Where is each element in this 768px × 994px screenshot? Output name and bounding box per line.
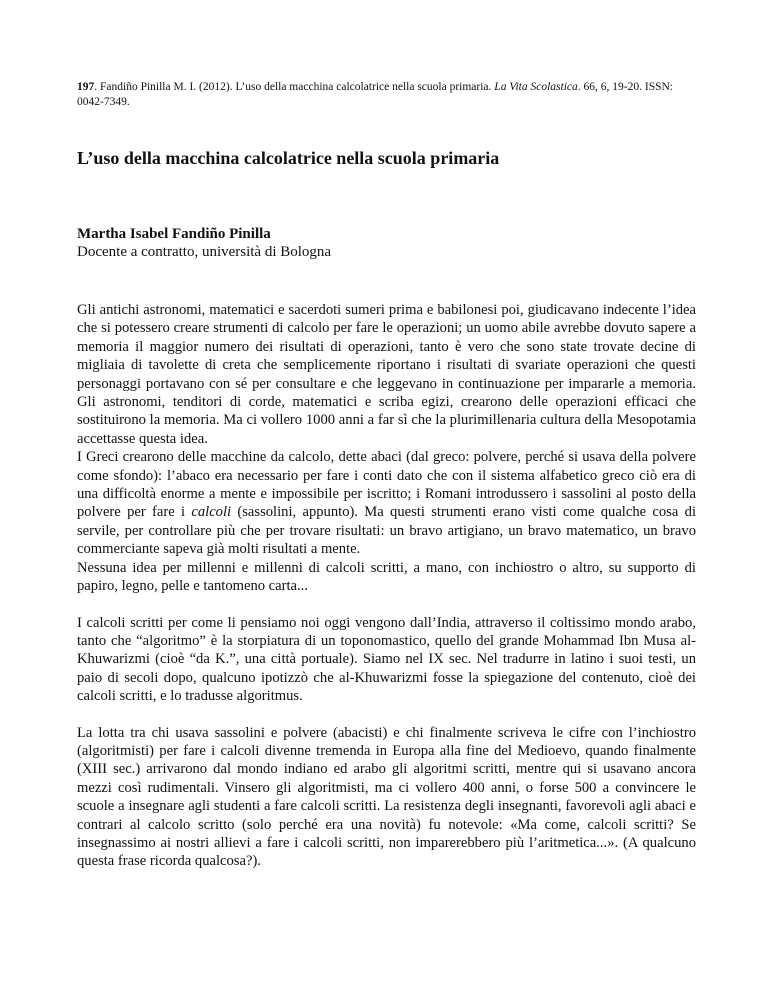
citation-journal: La Vita Scolastica — [494, 81, 578, 93]
article-body — [77, 301, 696, 889]
author-block — [77, 225, 697, 261]
paragraph-3: Nessuna idea per millenni e millenni di calcoli scritti, a mano, con inchiostro o altro, su supporto di papiro, legno, pelle e tantomeno carta... — [77, 559, 696, 595]
page-title: L’uso della macchina calcolatrice nella scuola primaria — [77, 148, 500, 168]
citation-text-before: . Fandiño Pinilla M. I. (2012). L’uso della macchina calcolatrice nella scuola primaria. — [94, 81, 495, 93]
paragraph-2-text-before: I Greci crearono delle macchine da calcolo, dette abaci (dal greco: polvere, perché si usava della polvere come sfondo): l’abaco era necessario per fare i conti dato che con il sistema alfabetico greco ciò era di una difficoltà enorme a mente e impossibile per iscritto; i Romani introdussero i sassolini al posto della polvere per fare i — [77, 449, 696, 521]
author-name: Martha Isabel Fandiño Pinilla — [77, 226, 271, 242]
citation-text-after: . 66, 6, 19-20. ISSN: 0042-7349. — [77, 81, 673, 108]
citation-number: 197 — [77, 81, 95, 93]
citation — [77, 80, 697, 110]
paragraph-2 — [77, 448, 696, 558]
paragraph-5: La lotta tra chi usava sassolini e polvere (abacisti) e chi finalmente scriveva le cifre con l’inchiostro (algoritmisti) per fare i calcoli divenne tremenda in Europa alla fine del Medioevo, quando finalmente (XIII sec.) arrivarono dal mondo indiano ed arabo gli algoritmi scritti, mentre qui si usavano ancora mezzi così rudimentali. Vinsero gli algoritmisti, ma ci vollero 400 anni, o forse 500 a convincere le scuole a insegnare agli studenti a fare calcoli scritti. La resistenza degli insegnanti, favorevoli agli abaci e contrari al calcolo scritto (solo perché era una novità) fu notevole: «Ma come, calcoli scritti? Se insegnassimo ai nostri allievi a fare i calcoli scritti, non imparerebbero più l’aritmetica...». (A qualcuno questa frase ricorda qualcosa?). — [77, 724, 696, 870]
paragraph-1: Gli antichi astronomi, matematici e sacerdoti sumeri prima e babilonesi poi, giudicavano indecente l’idea che si potessero creare strumenti di calcolo per fare le operazioni; un uomo abile avrebbe dovuto sapere a memoria il maggior numero dei risultati di operazioni, tanto è vero che sono state trovate decine di migliaia di tavolette di creta che semplicemente riportano i risultati di svariate operazioni che questi personaggi portavano con sé per consultare e che leggevano in continuazione per impararle a memoria. Gli astronomi, tenditori di corde, matematici e scriba egizi, crearono delle operazioni efficaci che sostituirono la memoria. Ma ci vollero 1000 anni a far sì che la plurimillenaria cultura della Mesopotamia accettasse questa idea. — [77, 302, 696, 447]
paragraph-2-italic: calcoli — [191, 504, 232, 521]
paragraph-2-text-after: (sassolini, appunto). Ma questi strumenti erano visti come qualche cosa di servile, per controllare più che per trovare risultati: un bravo artigiano, un bravo matematico, un bravo commerciante sapeva già molti risultati a mente. — [77, 504, 696, 558]
paragraph-4: I calcoli scritti per come li pensiamo noi oggi vengono dall’India, attraverso il coltissimo mondo arabo, tanto che “algoritmo” è la storpiatura di un toponomastico, quello del grande Mohammad Ibn Musa al-Khuwarizmi (cioè “da K.”, una città portuale). Siamo nel IX sec. Nel tradurre in latino i suoi testi, un paio di secoli dopo, qualcuno ipotizzò che al-Khuwarizmi fosse la spiegazione del contenuto, cioè dei calcoli scritti, e lo tradusse algoritmus. — [77, 614, 696, 705]
author-affiliation: Docente a contratto, università di Bologna — [77, 244, 332, 260]
